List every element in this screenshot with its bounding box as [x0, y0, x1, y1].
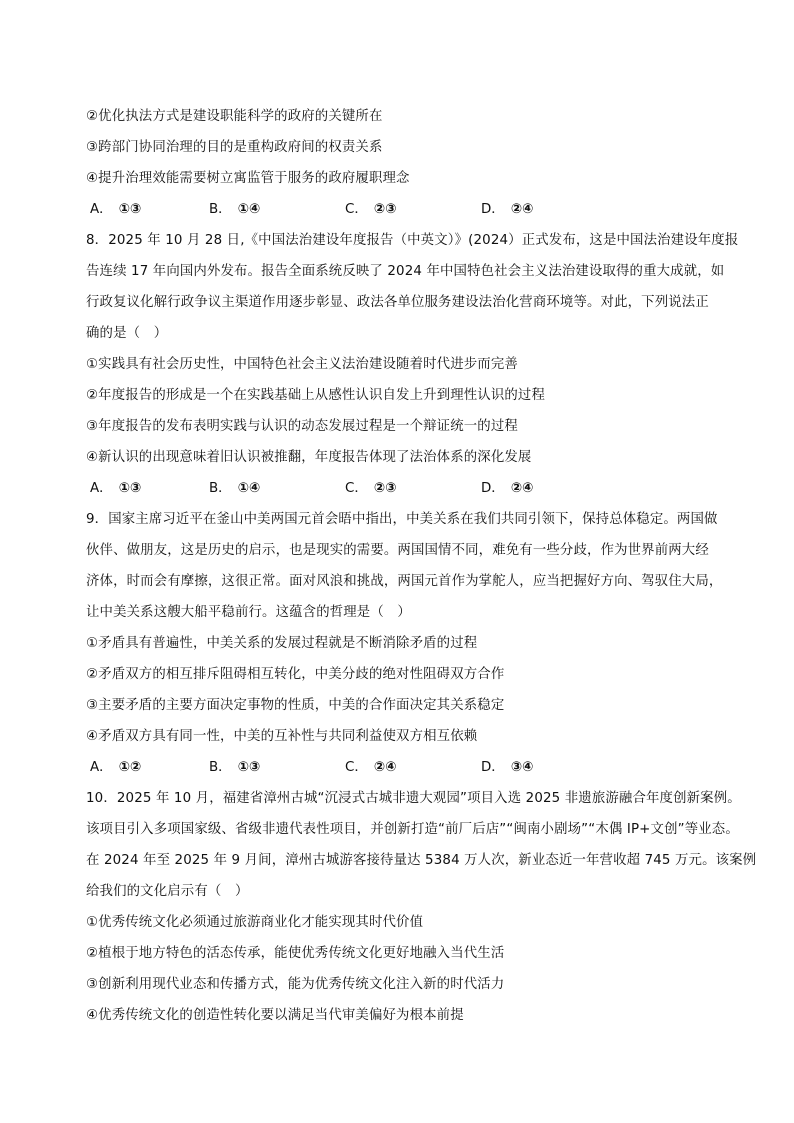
- q10-stem-line: 10．2025 年 10 月，福建省漳州古城“沉浸式古城非遗大观园”项目入选 2025 非遗旅游融合年度创新案例。: [86, 791, 741, 806]
- q10-item-1: ①优秀传统文化必须通过旅游商业化才能实现其时代价值: [86, 915, 424, 930]
- q10-stem-line: 该项目引入多项国家级、省级非遗代表性项目，并创新打造“前厂后店”“闽南小剧场”“木偶 IP+文创”等业态。: [86, 822, 739, 837]
- q8-item-3: ③年度报告的发布表明实践与认识的动态发展过程是一个辩证统一的过程: [86, 419, 518, 434]
- q7-option-a: A． ①③: [90, 202, 142, 217]
- q7-item-2: ②优化执法方式是建设职能科学的政府的关键所在: [86, 109, 383, 124]
- q9-stem-line: 9．国家主席习近平在釜山中美两国元首会晤中指出，中美关系在我们共同引领下，保持总体稳定。两国做: [86, 512, 718, 527]
- q9-option-a: A． ①②: [90, 760, 142, 775]
- q8-option-d: D． ②④: [481, 481, 534, 496]
- q7-options: [86, 194, 734, 225]
- q10-stem-line: 在 2024 年至 2025 年 9 月间，漳州古城游客接待量达 5384 万人次，新业态近一年营收超 745 万元。该案例: [86, 853, 757, 868]
- q9-stem-line: 伙伴、做朋友，这是历史的启示，也是现实的需要。两国国情不同，难免有一些分歧，作为世界前两大经: [86, 543, 709, 558]
- q7-option-c: C． ②③: [345, 202, 397, 217]
- q8-stem-line: 确的是（ ）: [86, 326, 168, 341]
- question-8: [86, 225, 739, 504]
- q9-options: [86, 752, 734, 783]
- q7-option-d: D． ②④: [481, 202, 534, 217]
- question-9: [86, 504, 734, 783]
- q9-item-4: ④矛盾双方具有同一性，中美的互补性与共同利益使双方相互依赖: [86, 729, 478, 744]
- q9-item-1: ①矛盾具有普遍性，中美关系的发展过程就是不断消除矛盾的过程: [86, 636, 478, 651]
- q9-option-d: D． ③④: [481, 760, 534, 775]
- q10-item-3: ③创新利用现代业态和传播方式，能为优秀传统文化注入新的时代活力: [86, 977, 505, 992]
- q8-item-2: ②年度报告的形成是一个在实践基础上从感性认识自发上升到理性认识的过程: [86, 388, 545, 403]
- q7-item-4: ④提升治理效能需要树立寓监管于服务的政府履职理念: [86, 171, 410, 186]
- q10-item-2: ②植根于地方特色的活态传承，能使优秀传统文化更好地融入当代生活: [86, 946, 505, 961]
- q8-option-c: C． ②③: [345, 481, 397, 496]
- q8-stem-line: 告连续 17 年向国内外发布。报告全面系统反映了 2024 年中国特色社会主义法治建设取得的重大成就，如: [86, 264, 725, 279]
- q7-option-b: B． ①④: [209, 202, 261, 217]
- q9-item-2: ②矛盾双方的相互排斥阻碍相互转化，中美分歧的绝对性阻碍双方合作: [86, 667, 505, 682]
- q8-stem-line: 8．2025 年 10 月 28 日,《中国法治建设年度报告（中英文）》(2024）正式发布，这是中国法治建设年度报: [86, 233, 739, 248]
- q9-stem-line: 济体，时而会有摩擦，这很正常。面对风浪和挑战，两国元首作为掌舵人，应当把握好方向、驾驭住大局，: [86, 574, 723, 589]
- q9-option-c: C． ②④: [345, 760, 397, 775]
- q8-stem-line: 行政复议化解行政争议主渠道作用逐步彰显、政法各单位服务建设法治化营商环境等。对此，下列说法正: [86, 295, 709, 310]
- question-10: [86, 783, 757, 1031]
- q8-option-b: B． ①④: [209, 481, 261, 496]
- q8-option-a: A． ①③: [90, 481, 142, 496]
- q9-stem-line: 让中美关系这艘大船平稳前行。这蕴含的哲理是（ ）: [86, 605, 411, 620]
- q9-item-3: ③主要矛盾的主要方面决定事物的性质，中美的合作面决定其关系稳定: [86, 698, 505, 713]
- q10-item-4: ④优秀传统文化的创造性转化要以满足当代审美偏好为根本前提: [86, 1008, 464, 1023]
- q7-item-3: ③跨部门协同治理的目的是重构政府间的权责关系: [86, 140, 383, 155]
- q8-item-1: ①实践具有社会历史性，中国特色社会主义法治建设随着时代进步而完善: [86, 357, 518, 372]
- question-7-tail: [86, 101, 734, 225]
- q8-item-4: ④新认识的出现意味着旧认识被推翻，年度报告体现了法治体系的深化发展: [86, 450, 532, 465]
- q8-options: [86, 473, 734, 504]
- q9-option-b: B． ①③: [209, 760, 261, 775]
- q10-stem-line: 给我们的文化启示有（ ）: [86, 884, 249, 899]
